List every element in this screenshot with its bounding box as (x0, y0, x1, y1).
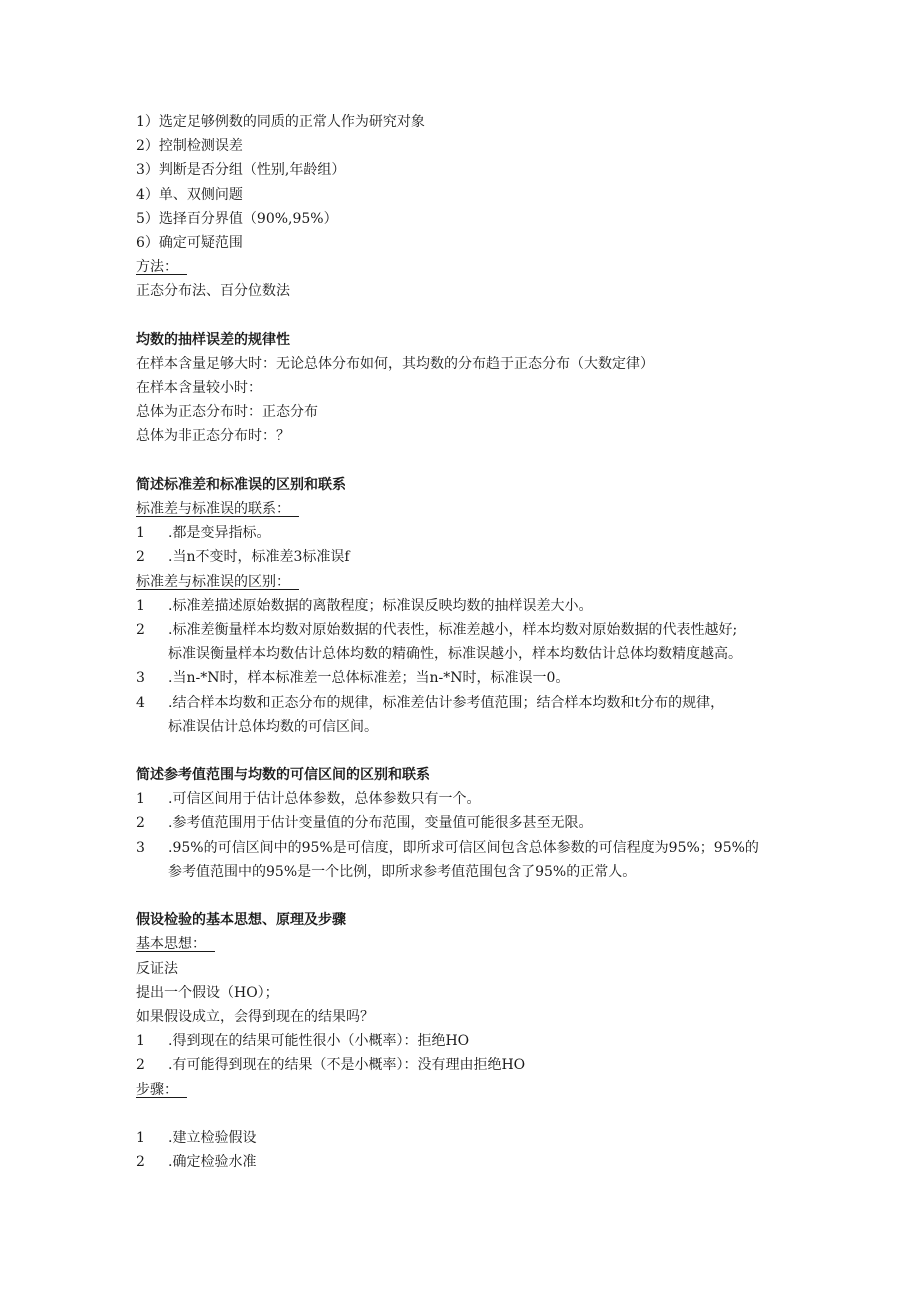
list-item (136, 787, 816, 811)
section-heading: 简述标准差和标准误的区别和联系 (136, 476, 346, 493)
item-number: 2 (136, 815, 145, 832)
item-text: .当n-*N时，样本标准差一总体标准差；当n-*N时，标准误一0。 (168, 670, 570, 687)
list-item-continuation: 参考值范围中的95%是一个比例，即所求参考值范围包含了95%的正常人。 (168, 863, 637, 880)
subsection-label: 标准差与标准误的区别： (136, 573, 290, 590)
list-item: 5）选择百分界值（90%,95%） (136, 210, 338, 227)
item-text: .得到现在的结果可能性很小（小概率）：拒绝HO (168, 1033, 470, 1050)
list-item (136, 1150, 816, 1174)
item-text: .确定检验水准 (168, 1154, 257, 1171)
subsection-label: 步骤： (136, 1081, 178, 1098)
list-item-continuation: 标准误衡量样本均数估计总体均数的精确性，标准误越小，样本均数估计总体均数精度越高。 (168, 646, 742, 663)
list-item-continuation: 标准误估计总体均数的可信区间。 (168, 718, 378, 735)
item-number: 1 (136, 1033, 145, 1050)
item-number: 3 (136, 670, 145, 687)
item-text: .结合样本均数和正态分布的规律，标准差估计参考值范围；结合样本均数和t分布的规律， (168, 694, 725, 711)
list-item (136, 521, 816, 545)
section-heading: 均数的抽样误差的规律性 (136, 331, 290, 348)
item-number: 1 (136, 525, 145, 542)
item-text: .标准差描述原始数据的离散程度；标准误反映均数的抽样误差大小。 (168, 597, 593, 614)
paragraph-line: 总体为正态分布时：正态分布 (136, 404, 318, 421)
paragraph-line: 提出一个假设（HO）； (136, 984, 279, 1001)
method-label: 方法： (136, 259, 178, 276)
list-item (136, 666, 816, 690)
list-item (136, 1029, 816, 1053)
item-text: .标准差衡量样本均数对原始数据的代表性，标准差越小，样本均数对原始数据的代表性越好; (168, 621, 738, 638)
section-heading: 假设检验的基本思想、原理及步骤 (136, 912, 346, 929)
item-text: .有可能得到现在的结果（不是小概率）：没有理由拒绝HO (168, 1057, 526, 1074)
item-number: 2 (136, 1154, 145, 1171)
item-number: 2 (136, 1057, 145, 1074)
item-number: 1 (136, 597, 145, 614)
item-number: 2 (136, 621, 145, 638)
list-item: 2）控制检测误差 (136, 138, 243, 155)
list-item: 6）确定可疑范围 (136, 234, 243, 251)
item-text: .当n不变时，标准差3标准误f (168, 549, 350, 566)
list-item: 3）判断是否分组（性别,年龄组） (136, 162, 346, 179)
item-text: .建立检验假设 (168, 1129, 257, 1146)
paragraph-line: 在样本含量较小时： (136, 380, 262, 397)
paragraph-line: 总体为非正态分布时：？ (136, 428, 290, 445)
item-number: 1 (136, 791, 145, 808)
item-number: 2 (136, 549, 145, 566)
list-item (136, 836, 816, 860)
subsection-label: 标准差与标准误的联系： (136, 501, 290, 517)
list-item (136, 691, 816, 715)
item-text: .参考值范围用于估计变量值的分布范围，变量值可能很多甚至无限。 (168, 815, 593, 832)
document-page (136, 110, 816, 1174)
item-number: 3 (136, 839, 145, 856)
item-text: .95%的可信区间中的95%是可信度，即所求可信区间包含总体参数的可信程度为95%；95%的 (168, 839, 759, 856)
paragraph-line: 如果假设成立，会得到现在的结果吗？ (136, 1008, 374, 1025)
section-heading: 简述参考值范围与均数的可信区间的区别和联系 (136, 767, 430, 784)
paragraph-line: 反证法 (136, 960, 178, 977)
list-item (136, 594, 816, 618)
list-item: 4）单、双侧问题 (136, 186, 243, 203)
paragraph-line: 在样本含量足够大时：无论总体分布如何，其均数的分布趋于正态分布（大数定律） (136, 355, 654, 372)
list-item: 1）选定足够例数的同质的正常人作为研究对象 (136, 114, 425, 130)
item-text: .都是变异指标。 (168, 525, 271, 542)
item-number: 1 (136, 1129, 145, 1146)
method-text: 正态分布法、百分位数法 (136, 283, 290, 300)
list-item (136, 811, 816, 835)
list-item (136, 545, 816, 569)
list-item (136, 618, 816, 642)
item-number: 4 (136, 694, 145, 711)
list-item (136, 1053, 816, 1077)
item-text: .可信区间用于估计总体参数，总体参数只有一个。 (168, 791, 481, 808)
subsection-label: 基本思想： (136, 936, 206, 953)
list-item (136, 1126, 816, 1150)
